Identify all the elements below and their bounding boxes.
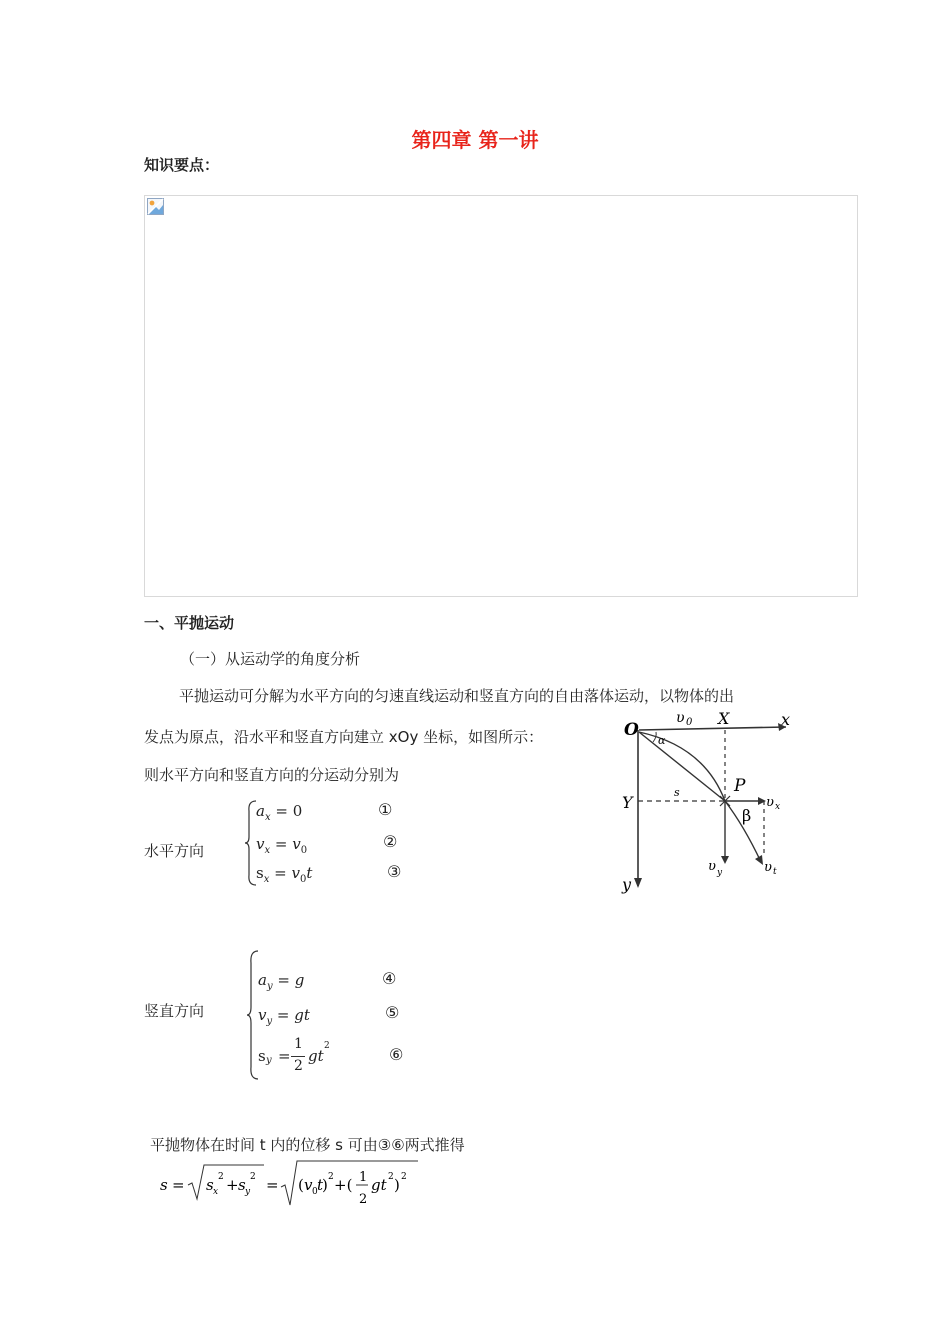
svg-text:y: y [245, 1187, 251, 1197]
label-s: s [674, 786, 680, 799]
para1-line2: 发点为原点，沿水平和竖直方向建立 xOy 坐标，如图所示： [144, 728, 544, 746]
svg-text:s: s [238, 1176, 246, 1194]
knowledge-heading: 知识要点： [144, 156, 220, 174]
label-vx-sub: x [775, 802, 781, 812]
label-origin: O [624, 720, 639, 740]
label-vt: υ [764, 860, 772, 875]
svg-text:s: s [206, 1176, 214, 1194]
label-alpha: α [658, 734, 666, 747]
image-placeholder [144, 195, 858, 597]
label-y-axis: y [622, 875, 632, 894]
horizontal-label: 水平方向 [144, 842, 205, 860]
para1-line3: 则水平方向和竖直方向的分运动分别为 [144, 766, 400, 784]
para1-line1: 平抛运动可分解为水平方向的匀速直线运动和竖直方向的自由落体运动，以物体的出 [179, 687, 735, 705]
eq-num-1: ① [378, 800, 393, 819]
label-vt-sub: t [773, 867, 777, 877]
svg-text:v: v [304, 1176, 313, 1194]
svg-text:2: 2 [401, 1172, 407, 1182]
svg-text:s: s [160, 1176, 168, 1194]
svg-text:0: 0 [312, 1187, 318, 1197]
label-vy-sub: y [717, 868, 723, 878]
vertical-label: 竖直方向 [144, 1002, 205, 1020]
svg-text:): ) [322, 1176, 328, 1194]
eq-num-6: ⑥ [389, 1045, 404, 1064]
svg-text:+(: +( [334, 1176, 353, 1194]
svg-text:(: ( [298, 1176, 304, 1194]
eq-num-5: ⑤ [385, 1003, 400, 1022]
svg-text:x: x [213, 1187, 219, 1197]
displacement-formula [160, 1157, 422, 1209]
label-P: P [734, 776, 746, 796]
section1-heading: 一、平抛运动 [144, 614, 235, 632]
page-title: 第四章 第一讲 [411, 128, 539, 152]
svg-text:=: = [172, 1176, 185, 1194]
svg-text:2: 2 [388, 1172, 394, 1182]
svg-text:2: 2 [218, 1172, 224, 1182]
svg-text:2: 2 [250, 1172, 256, 1182]
displacement-text: 平抛物体在时间 t 内的位移 s 可由③⑥两式推得 [150, 1136, 465, 1154]
eq-vx: $v_x = v_0$ [256, 835, 308, 856]
eq-num-3: ③ [387, 862, 402, 881]
svg-text:gt: gt [371, 1176, 387, 1194]
broken-image-icon [146, 197, 166, 217]
eq-num-4: ④ [382, 969, 397, 988]
eq-num-2: ② [383, 832, 398, 851]
label-beta: β [742, 806, 752, 825]
label-v0: υ [676, 710, 685, 726]
projectile-motion-diagram [614, 706, 794, 896]
eq-sx: $s_x = v_0t$ [256, 864, 313, 885]
label-vy: υ [708, 859, 716, 874]
svg-text:+: + [226, 1176, 239, 1194]
subsection1-heading: （一）从运动学的角度分析 [180, 650, 361, 668]
label-Y: Y [622, 793, 633, 812]
label-x-axis: x [781, 710, 791, 729]
svg-text:2: 2 [328, 1172, 334, 1182]
svg-text:t: t [317, 1176, 324, 1194]
svg-text:2: 2 [359, 1192, 368, 1207]
label-vx: υ [766, 795, 774, 810]
svg-text:): ) [394, 1176, 400, 1194]
eq-ay: $a_y = g$ [258, 971, 305, 992]
label-v0-sub: 0 [686, 717, 693, 728]
svg-text:=: = [266, 1176, 279, 1194]
svg-text:1: 1 [359, 1170, 368, 1185]
eq-ax: $a_x = 0$ [256, 802, 303, 823]
eq-vy: $v_y$ = gt [258, 1006, 310, 1027]
label-X: X [718, 709, 730, 728]
